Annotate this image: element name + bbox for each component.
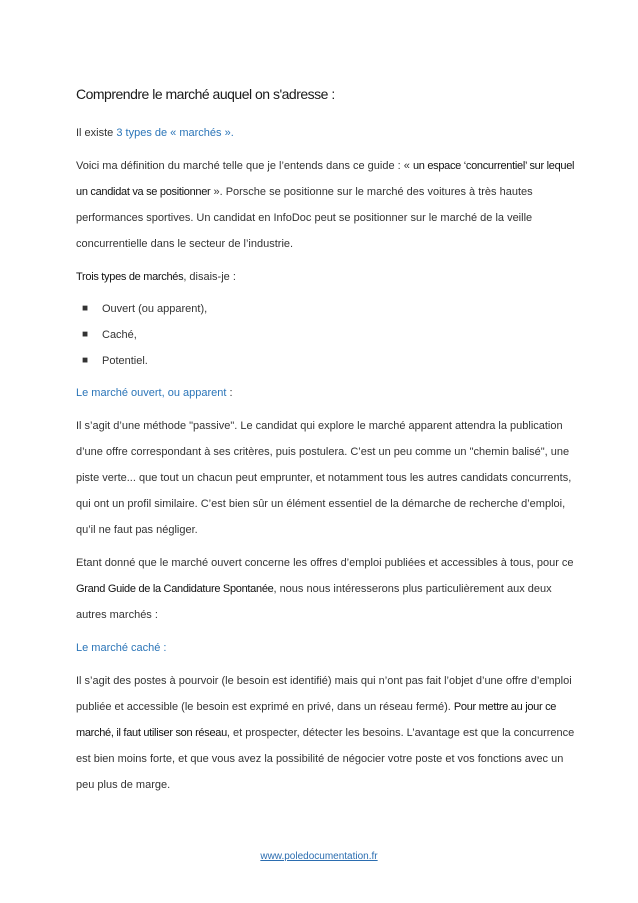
emphasis-text: Pour mettre au jour ce marché, il faut utiliser son réseau <box>76 701 557 739</box>
section-heading: Comprendre le marché auquel on s'adresse : <box>76 86 335 102</box>
paragraph-text: , et prospecter, détecter les besoins. L’avantage est que la concurrence est bien moins forte, et que vous avez la possibilité de négocier votre poste et vos fonctions avec un peu plus de marge. <box>76 727 575 791</box>
bullet-icon: ■ <box>82 303 89 314</box>
paragraph-text: Il existe <box>76 127 117 139</box>
highlight-text: 3 types de « marchés ». <box>116 127 234 139</box>
paragraph-text: : <box>226 387 233 399</box>
emphasis-text: Trois types de marchés <box>76 271 184 283</box>
emphasis-text: un espace ‘concurrentiel’ sur lequel un candidat va se positionner <box>76 160 575 198</box>
paragraph-guide <box>76 550 576 628</box>
paragraph-hidden-market <box>76 668 576 798</box>
paragraph-definition <box>76 153 576 257</box>
list-item: ■ Ouvert (ou apparent), <box>76 296 576 322</box>
bullet-icon: ■ <box>82 355 89 366</box>
subheading-open-market <box>76 380 576 406</box>
paragraph-types <box>76 120 576 146</box>
subheading-text: Le marché ouvert, ou apparent <box>76 387 227 399</box>
paragraph-text: Voici ma définition du marché telle que je l’entends dans ce guide : « <box>76 160 413 172</box>
emphasis-text: Grand Guide de la Candidature Spontanée <box>76 583 274 595</box>
subheading-hidden-market: Le marché caché : <box>76 642 167 654</box>
bullet-icon: ■ <box>82 329 89 340</box>
paragraph-text: , nous nous intéresserons plus particulièrement aux deux autres marchés : <box>76 583 552 621</box>
page-footer <box>0 851 638 862</box>
paragraph-open-market: Il s’agit d’une méthode "passive". Le candidat qui explore le marché apparent attendra la publication d’une offre correspondant à ses critères, puis postulera. C’est un peu comme un "chemin balisé", une piste verte... que tout un chacun peut emprunter, et notamment tous les autres candidats concurrents, qui ont un profil similaire. C’est bien sûr un élément essentiel de la démarche de recherche d’emploi, qu’il ne faut pas négliger. <box>76 420 572 536</box>
paragraph-text: Il s’agit des postes à pourvoir (le besoin est identifié) mais qui n’ont pas fait l’objet d’une offre d’emploi publiée et accessible (le besoin est exprimé en privé, dans un réseau fermé). <box>76 675 572 713</box>
paragraph-text: ». Porsche se positionne sur le marché des voitures à très hautes performances sportives. Un candidat en InfoDoc peut se positionner sur le marché de la veille concurrentielle dans le secteur de l’industrie. <box>76 186 533 250</box>
paragraph-text: Etant donné que le marché ouvert concerne les offres d’emploi publiées et accessibles à tous, pour ce <box>76 557 574 569</box>
list-item: ■ Caché, <box>76 322 576 348</box>
document-body <box>76 84 576 805</box>
footer-link[interactable]: www.poledocumentation.fr <box>260 851 378 862</box>
market-list <box>76 296 576 374</box>
paragraph-text: , disais-je : <box>183 271 236 283</box>
list-item: ■ Potentiel. <box>76 348 576 374</box>
paragraph-three-types <box>76 264 576 290</box>
